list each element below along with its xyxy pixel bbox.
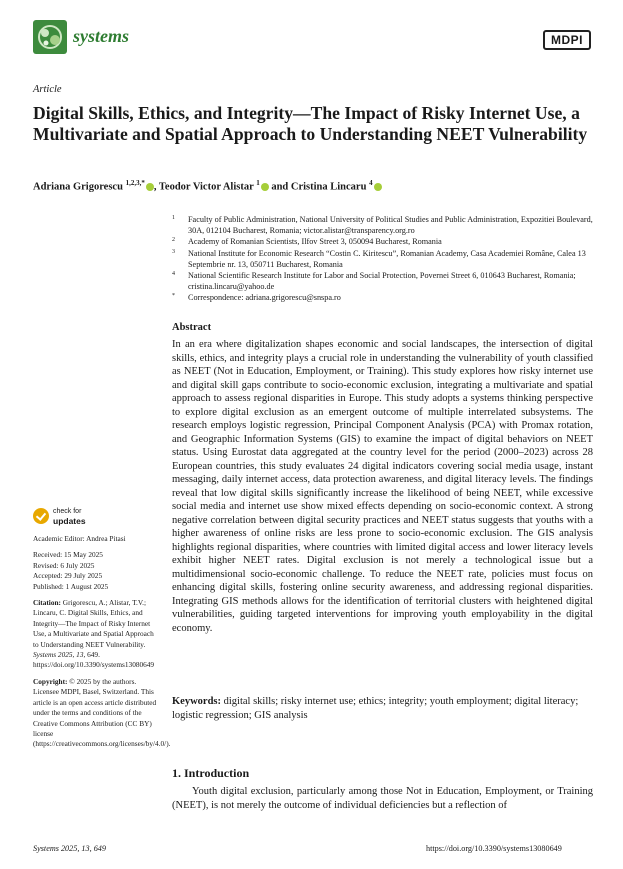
affiliation-item [172,248,597,270]
citation-journal: Systems 2025, 13, [33,650,86,660]
orcid-icon[interactable] [374,183,382,191]
sidebar-metadata [33,534,171,750]
affiliation-text: Academy of Romanian Scientists, Ilfov Street 3, 050094 Bucharest, Romania [188,237,442,247]
affiliation-number: 4 [172,271,175,278]
citation-block [33,598,161,671]
check-badge-icon [33,508,49,524]
affiliation-number: 2 [172,237,175,244]
affiliation-number: 3 [172,248,175,255]
keywords [172,695,593,722]
author-affiliation-marker: 1 [256,179,260,187]
footer-citation: Systems 2025, 13, 649 [33,844,106,853]
author-separator: and [268,181,291,193]
affiliation-text: Faculty of Public Administration, National University of Political Studies and Public Administration, Expozitiei Boulevard, 30A, 012104 Bucharest, Romania; victor.alistar@transparency.org.ro [188,215,593,236]
orcid-icon[interactable] [146,183,154,191]
section-heading-introduction: 1. Introduction [172,766,250,780]
affiliations [172,214,597,304]
affiliation-text: National Institute for Economic Research “Costin C. Kiritescu”, Romanian Academy, Casa Academiei Române, Calea 13 Septembrie nr. 13, 050711 Bucharest, Romania [188,248,586,269]
citation-text: Grigorescu, A.; Alistar, T.V.; Lincaru, C. Digital Skills, Ethics, and Integrity—The Impact of Risky Internet Use, a Multivariate and Spatial Approach to Understanding NEET Vulnerability. [33,598,154,649]
author-list [33,179,593,193]
affiliation-number: 1 [172,215,175,221]
affiliation-item [172,270,597,292]
accepted-date: Accepted: 29 July 2025 [33,571,103,581]
introduction-text: Youth digital exclusion, particularly among those Not in Education, Employment, or Training (NEET), is not merely the outcome of individual deficiencies but a reflection of [172,786,593,811]
journal-logo-icon [33,20,67,54]
copyright-block [33,676,171,750]
citation-doi[interactable]: 649. https://doi.org/10.3390/systems13080649 [33,650,155,670]
affiliation-text: National Scientific Research Institute for Labor and Social Protection, Povernei Street 6, 010643 Bucharest, Romania; cristina.lincaru@yahoo.de [188,271,576,292]
author-name[interactable]: Teodor Victor Alistar [158,181,254,193]
updates-label: updates [53,515,86,526]
academic-editor: Academic Editor: Andrea Pitasi [33,534,126,543]
citation-label: Citation: [33,598,61,608]
affiliation-number: * [172,293,175,300]
keywords-label: Keywords: [172,696,221,707]
author-name[interactable]: Adriana Grigorescu [33,181,123,193]
author-separator: , [153,181,159,193]
affiliation-item [172,236,597,247]
keywords-text: digital skills; risky internet use; ethics; integrity; youth employment; digital literacy; logistic regression; GIS analysis [172,696,579,721]
orcid-icon[interactable] [261,183,269,191]
published-date: Published: 1 August 2025 [33,581,109,591]
copyright-label: Copyright: [33,676,68,686]
received-date: Received: 15 May 2025 [33,550,103,560]
footer-doi-link[interactable]: https://doi.org/10.3390/systems13080649 [426,844,562,853]
correspondence-text[interactable]: Correspondence: adriana.grigorescu@snspa.ro [188,293,341,303]
abstract-text: In an era where digitalization shapes economic and social landscapes, the intersection of digital skills, ethics, and integrity plays a crucial role in understanding the vulnerability of youth classified as NEET (Not in Education, Employment, or Training). This study explores how risky internet use and digital skill gaps contribute to socio-economic exclusion, integrating a multivariate and spatial approach to assess regional disparities in Europe. This study adopts a systems thinking perspective to explore digital exclusion as an emergent outcome of multiple interrelated subsystems. The research employs logistic regression, Principal Component Analysis (PCA) with Promax rotation, and Geographic Information Systems (GIS) to examine the impact of digital behaviors on NEET status. Using Eurostat data aggregated at the country level for the period (2000–2023) across 28 European countries, this study evaluates 24 digital indicators covering social media usage, instant messaging, daily internet access, data protection awareness, and digital literacy levels. The findings reveal that low digital skills significantly increase the likelihood of being NEET, while excessive social media and internet use show mixed effects depending on socio-economic context. A strong negative correlation between digital security practices and NEET status suggests that youths with a higher awareness of online risks are less prone to socio-economic exclusion. The GIS analysis highlights regional disparities, where countries with limited digital access and lower literacy levels exhibit higher NEET rates. Digital exclusion is not merely a technological issue but a multidimensional socio-economic challenge. To reduce the NEET rate, policies must focus on enhancing digital skills, fostering online security awareness, and addressing regional disparities. Integrating GIS methods allows for the identification of territorial clusters with heightened digital vulnerabilities, guiding targeted interventions for improving youth employability in the digital economy. [172,339,593,634]
publisher-logo[interactable]: MDPI [543,30,591,50]
article-type: Article [33,84,62,95]
abstract-heading: Abstract [172,322,212,333]
author-affiliation-marker: 4 [369,179,373,187]
check-for-label: check for [53,508,82,515]
revised-date: Revised: 6 July 2025 [33,560,95,570]
affiliation-item [172,214,597,236]
author-affiliation-marker: 1,2,3,* [125,179,145,187]
author-name[interactable]: Cristina Lincaru [290,181,367,193]
journal-name[interactable]: systems [73,26,129,46]
paper-title: Digital Skills, Ethics, and Integrity—The Impact of Risky Internet Use, a Multivariate and Spatial Approach to Understanding NEET Vulnerability [33,103,588,144]
correspondence-item [172,292,597,303]
copyright-text: © 2025 by the authors. Licensee MDPI, Basel, Switzerland. This article is an open access article distributed under the terms and conditions of the Creative Commons Attribution (CC BY) license (https://creativecommons.org/licenses/by/4.0/). [33,676,171,749]
